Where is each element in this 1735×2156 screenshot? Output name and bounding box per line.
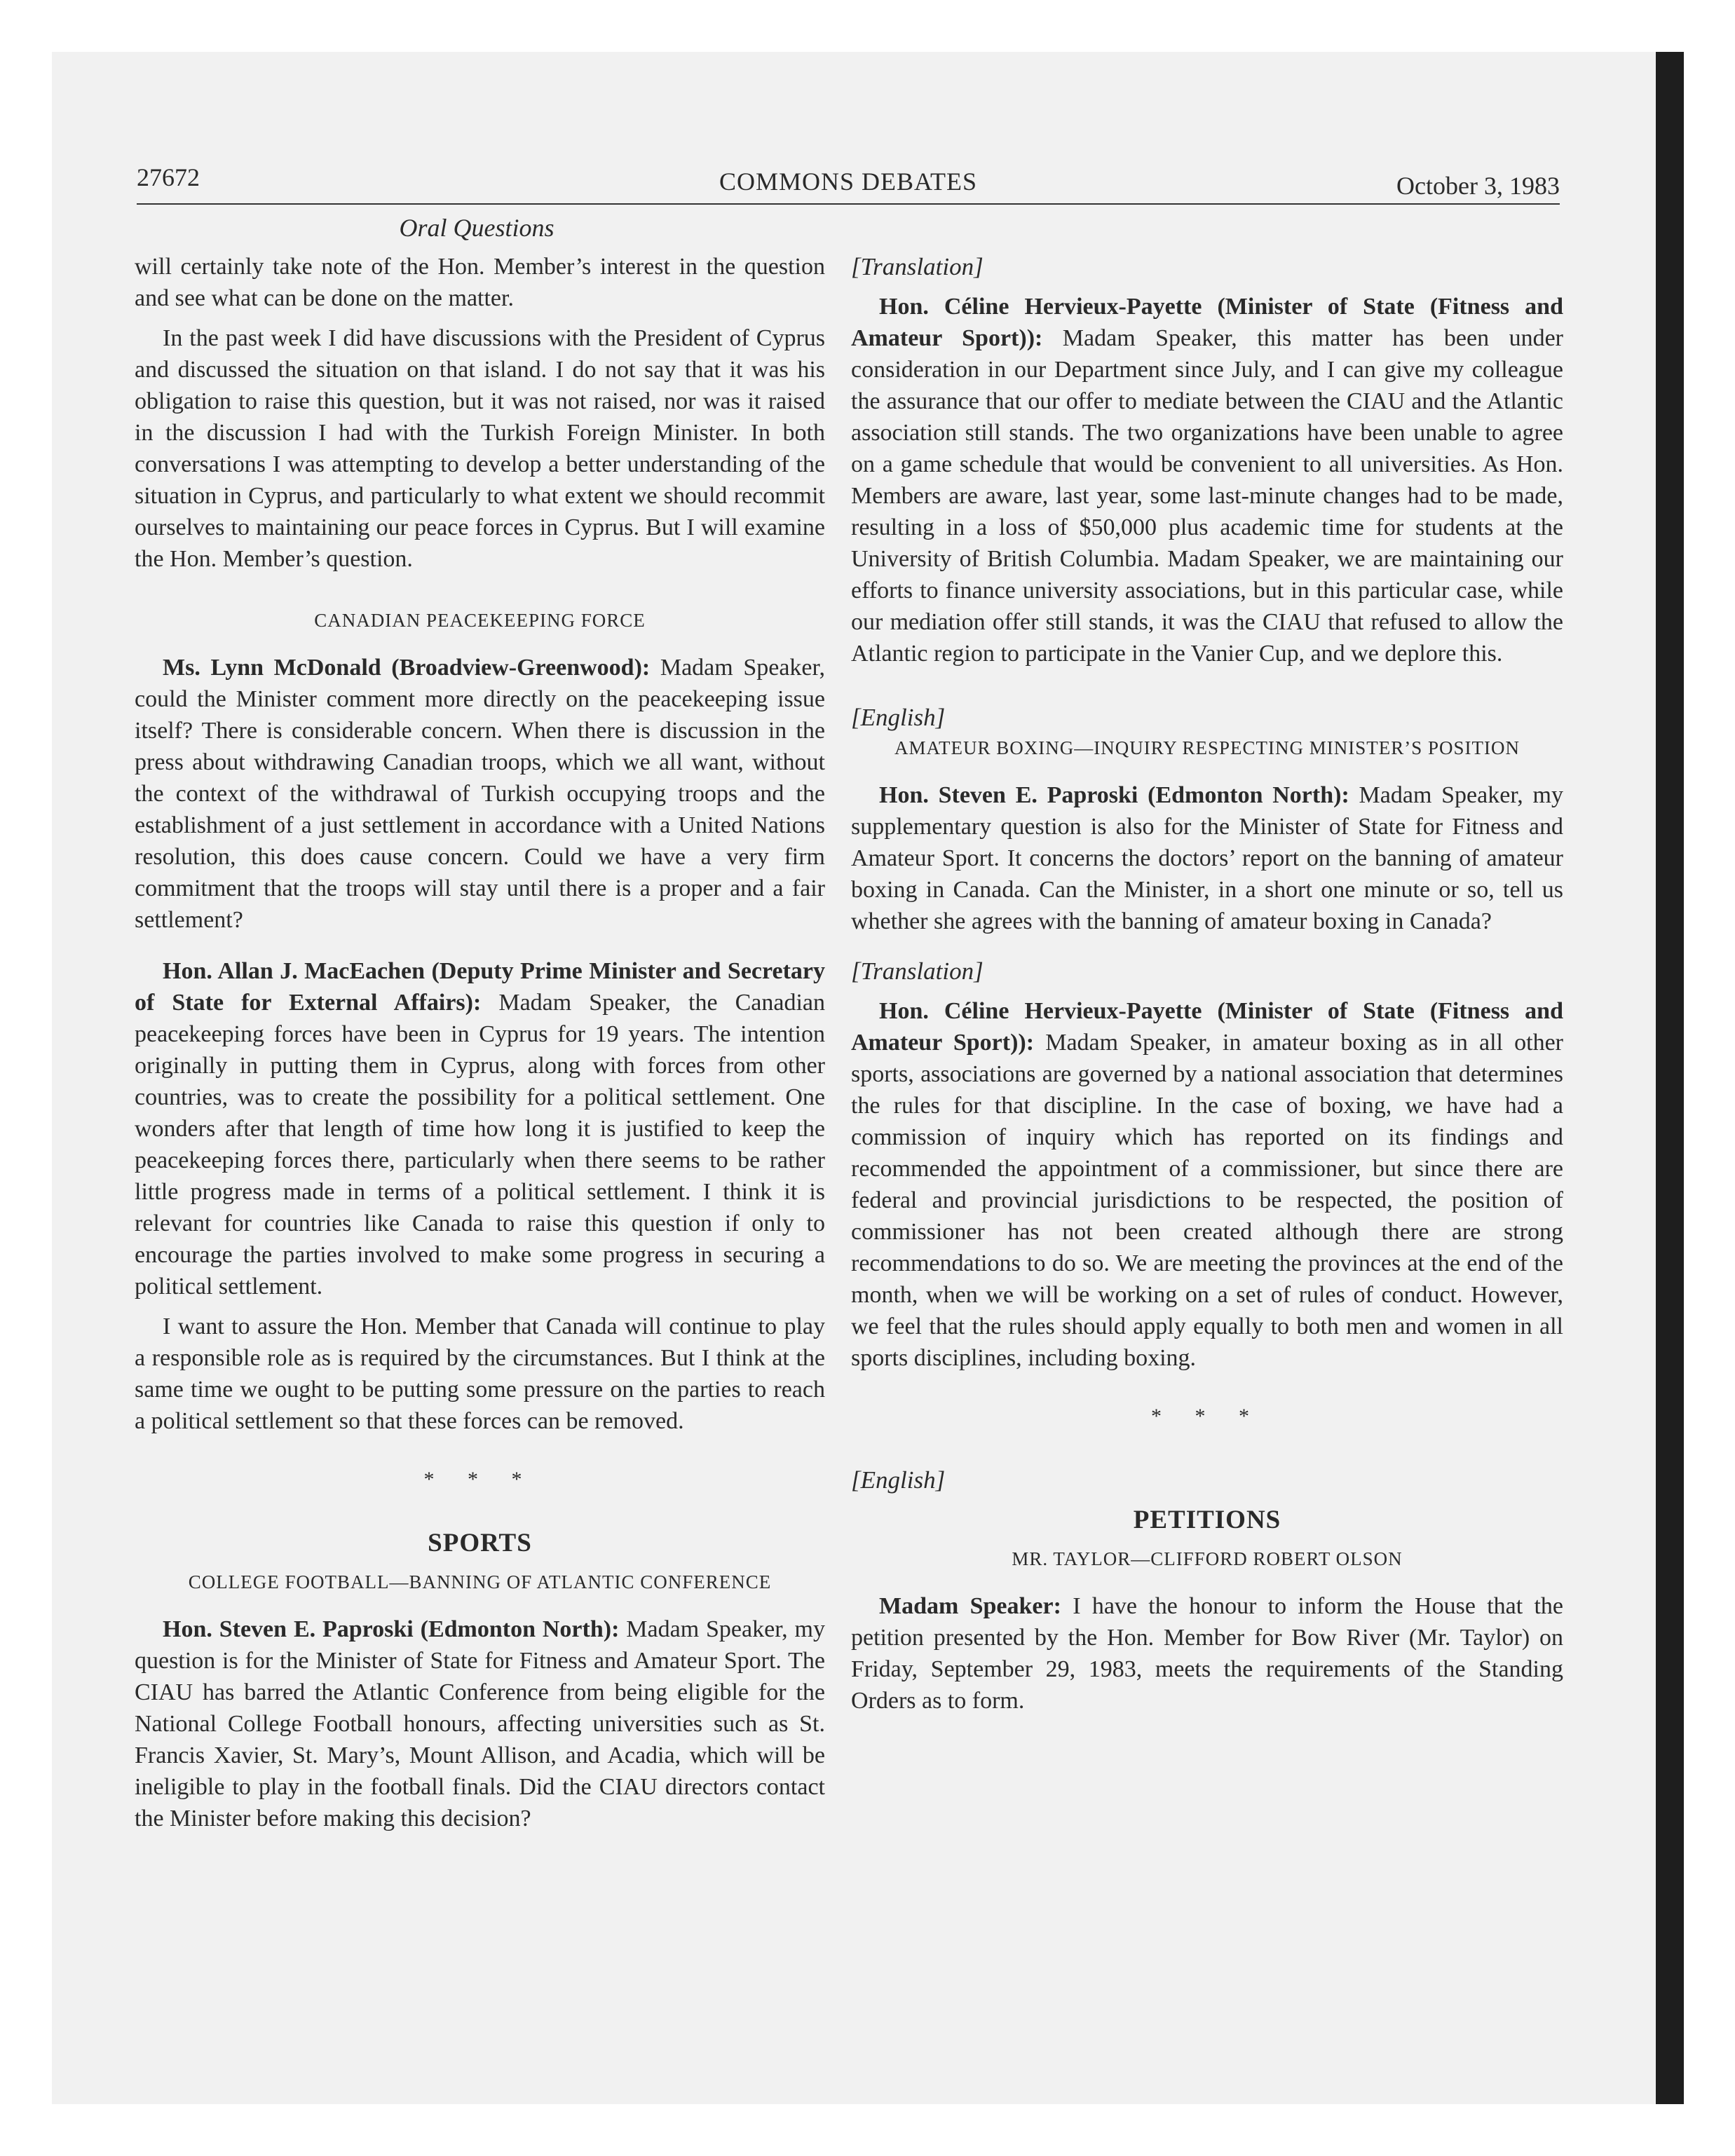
binding-edge xyxy=(1656,52,1684,2104)
speech-text: Madam Speaker, this matter has been under consideration in our Department since July, and I can give my colleague the assurance that our offer to mediate between the CIAU and the Atlantic association still stands. The two organizations have been unable to agree on a game schedule that would be convenient to all universities. As Hon. Members are aware, last year, some last-minute changes had to be made, resulting in a loss of $50,000 plus academic time for students at the University of British Columbia. Madam Speaker, we are maintaining our efforts to finance university associations, but in this particular case, while our mediation offer still stands, it was the CIAU that refused to allow the Atlantic region to participate in the Vanier Cup, and we deplore this. xyxy=(851,325,1563,667)
publication-date: October 3, 1983 xyxy=(1396,172,1560,200)
topic-heading: CANADIAN PEACEKEEPING FORCE xyxy=(314,610,646,631)
speaker-name: Hon. Céline Hervieux-Payette (Minister of State (Fitness and Amateur Sport)): xyxy=(851,998,1563,1056)
speaker-name: Hon. Steven E. Paproski (Edmonton North): xyxy=(879,782,1349,808)
paragraph xyxy=(135,652,825,936)
paragraph xyxy=(851,779,1563,937)
paragraph xyxy=(851,1590,1563,1717)
speech-text: Madam Speaker, my supplementary question is also for the Minister of State for Fitness and Amateur Sport. It concerns the doctors’ report on the banning of amateur boxing in Canada. Can the Minister, in a short one minute or so, tell us whether she agrees with the banning of amateur boxing in Canada? xyxy=(851,782,1563,934)
paragraph: will certainly take note of the Hon. Member’s interest in the question and see what can be done on the matter. xyxy=(135,254,825,311)
speech-text: Madam Speaker, the Canadian peacekeeping forces have been in Cyprus for 19 years. The intention originally in putting them in Cyprus, along with forces from other countries, was to create the possibility for a political settlement. One wonders after that length of time how long it is justified to keep the peacekeeping forces there, particularly when there seems to be rather little progress made in terms of a political settlement. I think it is relevant for countries like Canada to raise this question if only to encourage the parties involved to make some progress in securing a political settlement. xyxy=(135,990,825,1299)
speech-text: Madam Speaker, my question is for the Minister of State for Fitness and Amateur Sport. The CIAU has barred the Atlantic Conference from being eligible for the National College Football honours, affecting universities such as St. Francis Xavier, St. Mary’s, Mount Allison, and Acadia, which will be ineligible to play in the football finals. Did the CIAU directors contact the Minister before making this decision? xyxy=(135,1616,825,1831)
speaker-name: Madam Speaker: xyxy=(879,1593,1061,1619)
language-label: [English] xyxy=(851,704,946,731)
right-column xyxy=(851,251,1563,1725)
paragraph xyxy=(135,1613,825,1834)
speaker-name: Hon. Céline Hervieux-Payette (Minister of State (Fitness and Amateur Sport)): xyxy=(851,294,1563,351)
speech-text: I have the honour to inform the House that the petition presented by the Hon. Member for Bow River (Mr. Taylor) on Friday, September 29, 1983, meets the requirements of the Standing Orders as to form. xyxy=(851,1593,1564,1714)
speech-text: Madam Speaker, in amateur boxing as in all other sports, associations are governed by a national association that determines the rules for that discipline. In the case of boxing, we have had a commission of inquiry which has reported on its findings and recommended the appointment of a commissioner, but since there are federal and provincial jurisdictions to be respected, the position of commissioner has not been created although there are strong recommendations to do so. We are meeting the provinces at the end of the month, when we will be working on a set of rules of conduct. However, we feel that the rules should apply equally to both men and women in all sports disciplines, including boxing. xyxy=(851,1030,1564,1371)
running-subheader: Oral Questions xyxy=(399,214,554,242)
page-header xyxy=(137,163,1560,205)
language-label: [Translation] xyxy=(851,253,984,280)
section-heading: SPORTS xyxy=(428,1529,532,1557)
left-column xyxy=(135,251,825,1843)
speaker-name: Hon. Allan J. MacEachen (Deputy Prime Minister and Secretary of State for External Affairs): xyxy=(135,958,825,1016)
paragraph xyxy=(851,291,1563,669)
language-label: [Translation] xyxy=(851,957,984,985)
section-separator: * * * xyxy=(423,1468,536,1491)
paragraph: I want to assure the Hon. Member that Canada will continue to play a responsible role as is required by the circumstances. But I think at the same time we ought to be putting some pressure on the parties to reach a political settlement so that these forces can be removed. xyxy=(135,1314,825,1434)
topic-heading: AMATEUR BOXING—INQUIRY RESPECTING MINISTER’S POSITION xyxy=(894,737,1520,758)
section-heading: PETITIONS xyxy=(1133,1506,1281,1534)
speaker-name: Hon. Steven E. Paproski (Edmonton North): xyxy=(163,1616,620,1642)
header-rule xyxy=(137,203,1560,205)
page-number: 27672 xyxy=(137,163,200,191)
speaker-name: Ms. Lynn McDonald (Broadview-Greenwood): xyxy=(163,655,651,681)
publication-title: COMMONS DEBATES xyxy=(719,168,978,196)
paragraph xyxy=(851,995,1563,1374)
paragraph: In the past week I did have discussions with the President of Cyprus and discussed the situation on that island. I do not say that it was his obligation to raise this question, but it was not raised, nor was it raised in the discussion I had with the Turkish Foreign Minister. In both conversations I was attempting to develop a better understanding of the situation in Cyprus, and particularly to what extent we should recommit ourselves to maintaining our peace forces in Cyprus. But I will examine the Hon. Member’s question. xyxy=(135,325,825,572)
topic-heading: MR. TAYLOR—CLIFFORD ROBERT OLSON xyxy=(1012,1548,1403,1569)
speech-text: Madam Speaker, could the Minister comment more directly on the peacekeeping issue itself? There is considerable concern. When there is discussion in the press about withdrawing Canadian troops, which we all want, without the context of the withdrawal of Turkish occupying troops and the establishment of a just settlement in accordance with a United Nations resolution, this does cause concern. Could we have a very firm commitment that the troops will stay until there is a proper and a fair settlement? xyxy=(135,655,825,933)
section-separator: * * * xyxy=(1151,1405,1263,1428)
paragraph xyxy=(135,955,825,1302)
language-label: [English] xyxy=(851,1466,946,1494)
topic-heading: COLLEGE FOOTBALL—BANNING OF ATLANTIC CONFERENCE xyxy=(188,1571,772,1592)
